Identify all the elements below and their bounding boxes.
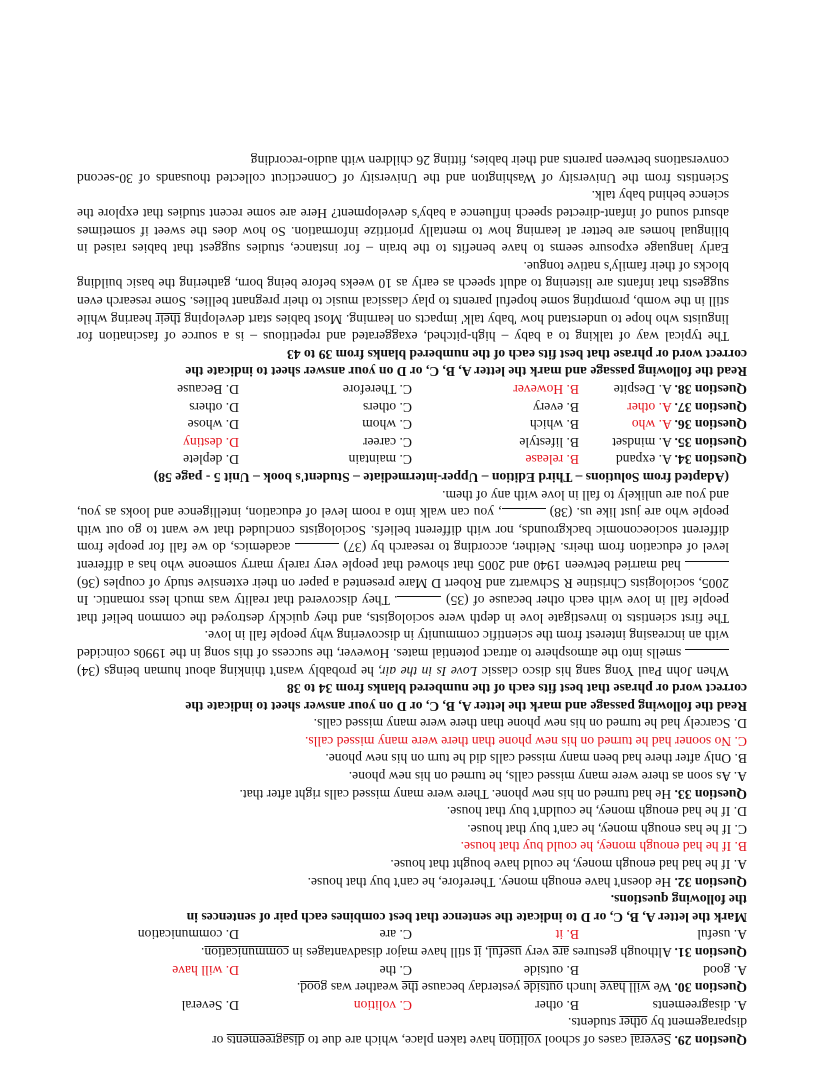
underlined-part: useful: [488, 945, 522, 961]
song-title: Love Is in the air,: [378, 663, 478, 679]
option-b[interactable]: B. However: [513, 382, 579, 398]
question-30-options: [77, 961, 747, 979]
text-part: smells into the atmosphere to attract potential mates. However, the success of this song in the 1990s coincided with an increasing interest from the scientific community in discovering why people fall in love.: [77, 628, 729, 661]
question-text: He had turned on his new phone. There were many missed calls right after that.: [239, 786, 675, 802]
text-part: disparagement by: [647, 1015, 747, 1031]
question-label: Question 37.: [674, 399, 747, 415]
question-label: Question 36.: [674, 417, 747, 433]
question-label: Question 38.: [674, 382, 747, 398]
option-d[interactable]: D. communication: [137, 927, 239, 943]
passage1-paragraph1: [77, 627, 747, 680]
text-part: When John Paul Yong sang his disco classic: [477, 663, 729, 679]
option-d[interactable]: D. If he had enough money, he couldn't buy that house.: [446, 804, 747, 820]
blank-36[interactable]: [685, 561, 729, 574]
question-29-line2: [77, 1014, 747, 1032]
text-part: have taken place, which are due to: [304, 1033, 499, 1048]
text-part: academics, do we fall for people from different socioeconomic backgrounds, nor with different beliefs. Sociologists concluded that we want to go out with people who are just like us. (38): [77, 505, 729, 556]
option-b[interactable]: B. Only after there had been many missed calls did he turn on his new phone.: [325, 751, 747, 767]
question-29-options: [77, 996, 747, 1014]
option-a[interactable]: A. disagreements: [652, 997, 747, 1013]
option-a[interactable]: A. who: [631, 417, 672, 433]
underlined-part: outside: [523, 980, 563, 996]
option-a[interactable]: A. expand: [615, 452, 672, 468]
text-part: he probably wasn't thinking about human beings (34): [76, 663, 379, 679]
instruction-34-38-line1: Read the following passage and mark the letter A, B, C, or D on your answer sheet to indicate the: [185, 698, 747, 714]
underlined-part: disagreements: [226, 1033, 305, 1048]
option-b[interactable]: B. other: [535, 997, 579, 1013]
option-b[interactable]: B. release: [525, 452, 579, 468]
text-part: ,: [481, 945, 489, 961]
text-part: , you can walk into a room level of education, intelligence and looks as you, and you are unlikely to fall in love with any of them.: [77, 487, 729, 521]
question-label: Question 33.: [674, 786, 747, 802]
blank-35[interactable]: [398, 596, 442, 609]
option-d[interactable]: D. Several: [181, 997, 239, 1013]
question-38-options: [77, 380, 747, 398]
option-a[interactable]: A. Despite: [613, 382, 672, 398]
text-part: The first scientists to investigate love in depth were sociologists, and they quickly destroyed the common belief that people fall in love with each other because of (35): [77, 593, 729, 626]
text-part: . They discovered that reality was much less romantic. In 2005, sociologists Christine R Schwartz and Robert D Mare presented a paper on their extensive study of couples (36): [77, 575, 729, 609]
text-part: The typical way of talking to a baby – high-pitched, exaggerated and repetitious – is a source of fascination for linguists who hope to understand how 'baby talk' impacts on learning. Most babies start developing: [77, 311, 729, 345]
question-34-options: [77, 451, 747, 469]
text-part: weather was: [327, 980, 402, 996]
option-a[interactable]: A. If he had had enough money, he could have bought that house.: [390, 857, 747, 873]
option-b[interactable]: B. every: [532, 399, 579, 415]
question-29: [77, 1031, 747, 1049]
underlined-part: it: [473, 945, 482, 961]
instruction-34-38-line2: correct word or phrase that best fits each of the numbered blanks from 34 to 38: [286, 681, 747, 697]
text-part: lunch: [562, 980, 600, 996]
question-35-options: [77, 433, 747, 451]
text-part: .: [201, 945, 205, 961]
option-d[interactable]: D. Scarcely had he turned on his new phone than there were many missed calls.: [313, 716, 747, 732]
blank-38[interactable]: [502, 508, 546, 521]
question-33: [77, 785, 747, 803]
blank-37[interactable]: [295, 543, 339, 556]
passage2-paragraph3: Scientists from the University of Washington and the University of Connecticut collected thousands of 30-second conversations between parents and their babies, fitting 26 children with audio-recording: [77, 153, 729, 186]
option-b[interactable]: B. outside: [523, 962, 579, 978]
blank-34[interactable]: [685, 649, 729, 662]
question-37-options: [77, 398, 747, 416]
option-b[interactable]: B. which: [529, 417, 579, 433]
text-part: or: [212, 1033, 227, 1048]
text-part: Although gestures: [569, 945, 675, 961]
text-part: .: [296, 980, 301, 996]
passage1-paragraph2: [77, 486, 747, 627]
option-c[interactable]: C. whom: [362, 417, 412, 433]
text-part: had married between 1940 and 2005 that showed that people very rarely marry someone who has a different level of education from theirs. Neither, according to research by (37): [77, 540, 729, 573]
question-label: Question 34.: [674, 452, 747, 468]
question-label: Question 30.: [674, 980, 747, 996]
text-part: hearing while still in the womb, prompting some hopeful parents to play classical music to their pregnant bellies. Some research even suggests that infants are listening to adult speech as early as 10 weeks before being born, gathering the basic building blocks of their family's native tongue.: [77, 258, 729, 327]
text-part: cases of school: [541, 1033, 631, 1048]
option-c[interactable]: C. others: [362, 399, 412, 415]
option-c[interactable]: C. the: [379, 962, 412, 978]
option-d[interactable]: D. whose: [187, 417, 239, 433]
underlined-part: good: [300, 980, 328, 996]
option-c[interactable]: C. No sooner had he turned on his new phone than there were many missed calls.: [304, 733, 747, 749]
option-d[interactable]: D. will have: [172, 962, 239, 978]
page-content: [77, 152, 747, 1049]
option-c[interactable]: C. volition: [353, 997, 412, 1013]
option-d[interactable]: D. others: [189, 399, 239, 415]
option-c[interactable]: C. Therefore: [342, 382, 412, 398]
option-a[interactable]: A. mindset: [612, 434, 672, 450]
passage1-source: (Adapted from Solutions – Third Edition – Upper-intermediate – Student's book – Unit 5 - page 58): [153, 470, 729, 485]
passage2-paragraph1: [77, 257, 747, 345]
option-b[interactable]: B. lifestyle: [519, 434, 579, 450]
question-36-options: [77, 416, 747, 434]
question-label: Question 29.: [674, 1033, 747, 1048]
instruction-combine-line1: Mark the letter A, B, C, or D to indicate the sentence that best combines each pair of sentences in: [186, 909, 747, 925]
option-c[interactable]: C. career: [362, 434, 412, 450]
text-part: yesterday because: [418, 980, 524, 996]
option-d[interactable]: D. deplete: [183, 452, 239, 468]
underlined-part: communication: [204, 945, 289, 961]
option-b[interactable]: B. it: [555, 927, 579, 943]
option-c[interactable]: C. maintain: [348, 452, 412, 468]
text-part: We: [650, 980, 675, 996]
instruction-combine-line2: the following questions.: [610, 892, 747, 908]
question-32: [77, 873, 747, 891]
instruction-39-43-line1: Read the following passage and mark the letter A, B, C, or D on your answer sheet to indicate the: [185, 364, 747, 380]
question-label: Question 35.: [674, 434, 747, 450]
question-text: He doesn't have enough money. Therefore, he can't buy that house.: [307, 874, 675, 890]
passage2-paragraph2: Early language exposure seems to have benefits to the brain – for instance, studies suggest that babies raised in bilingual homes are better at learning how to mentally prioritize information. So how does the sweet if sometimes absurd sound of infant-directed speech influence a baby's development? Here are some recent studies that explore the science behind baby talk.: [77, 188, 729, 257]
underlined-part: volition: [498, 1033, 542, 1048]
question-31: [77, 943, 747, 961]
underlined-part: other: [619, 1015, 648, 1031]
text-part: very: [521, 945, 553, 961]
underlined-part: the: [401, 980, 419, 996]
underlined-part: will have: [599, 980, 651, 996]
question-31-options: [77, 926, 747, 944]
option-b[interactable]: B. If he had enough money, he could buy that house.: [460, 839, 747, 855]
option-a[interactable]: A. good: [703, 962, 747, 978]
option-d[interactable]: D. destiny: [183, 434, 239, 450]
question-30: [77, 979, 747, 997]
option-d[interactable]: D. Because: [177, 382, 239, 398]
option-c[interactable]: C. If he has enough money, he can't buy that house.: [467, 821, 747, 837]
underlined-part: their: [155, 311, 181, 327]
text-part: students.: [568, 1015, 620, 1031]
instruction-39-43-line2: correct word or phrase that best fits each of the numbered blanks from 39 to 43: [286, 346, 747, 362]
option-a[interactable]: A. As soon as there were many missed calls, he turned on his new phone.: [348, 769, 747, 785]
option-a[interactable]: A. other: [627, 399, 672, 415]
option-a[interactable]: A. useful: [697, 927, 747, 943]
option-c[interactable]: C. are: [379, 927, 412, 943]
text-part: still have major disadvantages in: [288, 945, 474, 961]
question-label: Question 32.: [674, 874, 747, 890]
underlined-part: are: [552, 945, 570, 961]
underlined-part: Several: [630, 1033, 672, 1048]
question-label: Question 31.: [674, 945, 747, 961]
